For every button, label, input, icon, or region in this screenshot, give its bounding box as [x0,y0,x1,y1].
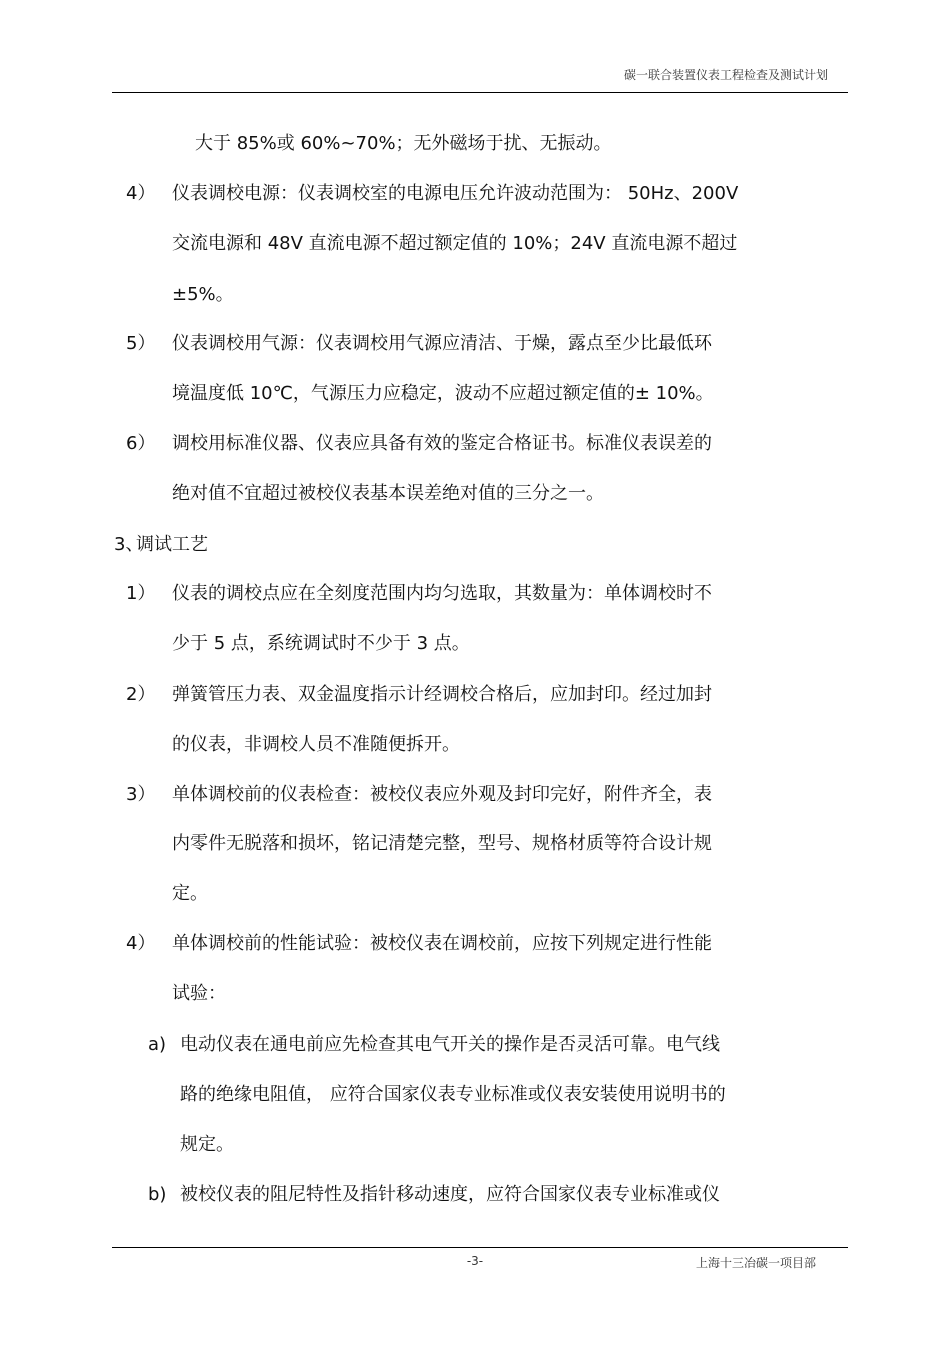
page-number: -3- [466,1254,484,1268]
text-line: 仪表的调校点应在全刻度范围内均匀选取，其数量为：单体调校时不 [172,583,712,604]
list-marker: 3） [126,784,156,805]
list-marker: a) [148,1034,167,1055]
text-line: 调校用标准仪器、仪表应具备有效的鉴定合格证书。标准仪表误差的 [172,433,712,454]
text-line: 的仪表，非调校人员不准随便拆开。 [172,734,460,755]
list-marker: b) [148,1184,167,1205]
text-line: 交流电源和 48V 直流电源不超过额定值的 10%；24V 直流电源不超过 [172,233,738,254]
text-line: ±5%。 [172,284,234,305]
list-marker: 1） [126,583,156,604]
header-rule [112,92,848,93]
text-line: 仪表调校电源：仪表调校室的电源电压允许波动范围为： 50Hz、200V [172,183,739,204]
footer-organization: 上海十三冶碳一项目部 [695,1256,816,1270]
list-marker: 5） [126,333,156,354]
text-line: 路的绝缘电阻值， 应符合国家仪表专业标准或仪表安装使用说明书的 [180,1084,726,1105]
list-marker: 4） [126,183,156,204]
list-marker: 4） [126,933,156,954]
list-marker: 2） [126,684,156,705]
text-line: 电动仪表在通电前应先检查其电气开关的操作是否灵活可靠。电气线 [180,1034,720,1055]
text-line: 绝对值不宜超过被校仪表基本误差绝对值的三分之一。 [172,483,604,504]
text-line: 仪表调校用气源：仪表调校用气源应清洁、于燥，露点至少比最低环 [172,333,712,354]
text-line: 大于 85%或 60%~70%；无外磁场于扰、无振动。 [195,133,612,154]
text-line: 弹簧管压力表、双金温度指示计经调校合格后，应加封印。经过加封 [172,684,712,705]
list-marker: 6） [126,433,156,454]
text-line: 内零件无脱落和损坏，铭记清楚完整，型号、规格材质等符合设计规 [172,833,712,854]
text-line: 单体调校前的仪表检查：被校仪表应外观及封印完好，附件齐全，表 [172,784,712,805]
text-line: 调试工艺 [136,534,208,555]
text-line: 单体调校前的性能试验：被校仪表在调校前，应按下列规定进行性能 [172,933,712,954]
text-line: 定。 [172,883,208,904]
text-line: 规定。 [180,1134,234,1155]
text-line: 少于 5 点，系统调试时不少于 3 点。 [172,633,470,654]
text-line: 试验： [172,983,226,1004]
footer-rule [112,1247,848,1248]
list-marker: 3、 [114,534,144,555]
header-title: 碳一联合装置仪表工程检查及测试计划 [623,68,828,82]
text-line: 被校仪表的阻尼特性及指针移动速度，应符合国家仪表专业标准或仪 [180,1184,720,1205]
text-line: 境温度低 10℃，气源压力应稳定，波动不应超过额定值的± 10%。 [172,383,714,404]
